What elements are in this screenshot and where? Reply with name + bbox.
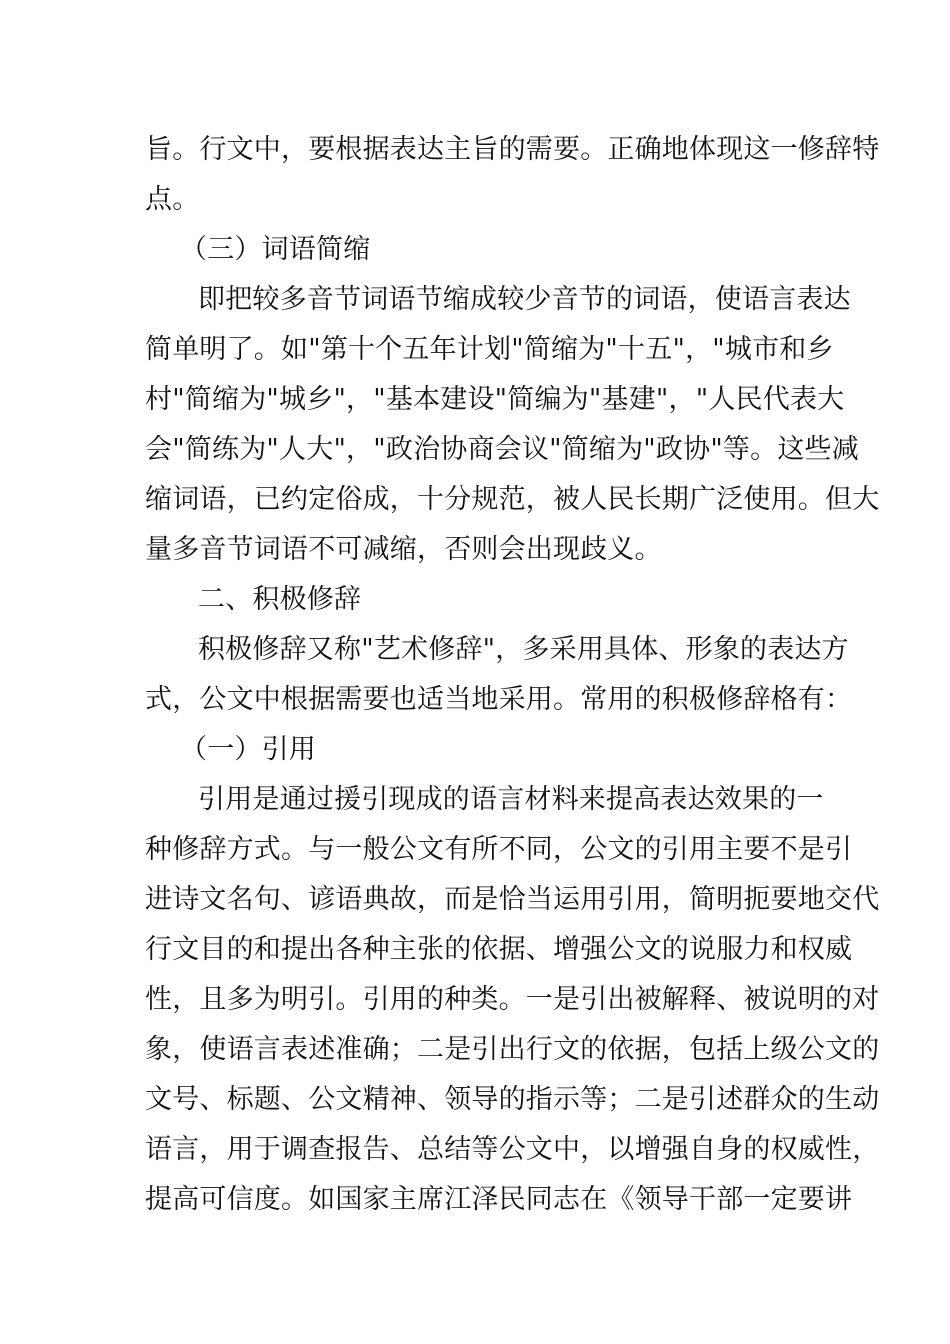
text-line: 种修辞方式。与一般公文有所不同，公文的引用主要不是引 [145, 834, 853, 865]
text-line: 式，公文中根据需要也适当地采用。常用的积极修辞格有： [145, 684, 853, 715]
section-heading: 二、积极修辞 [198, 584, 362, 615]
text-line: 村"简缩为"城乡"，"基本建设"简编为"基建"，"人民代表大 [145, 384, 845, 415]
paragraph-start: 引用是通过援引现成的语言材料来提高表达效果的一 [198, 784, 824, 815]
text-line: 提高可信度。如国家主席江泽民同志在《领导干部一定要讲 [145, 1184, 853, 1215]
text-line: 点。 [145, 184, 200, 215]
text-line: 文号、标题、公文精神、领导的指示等；二是引述群众的生动 [145, 1084, 880, 1115]
paragraph-start: 即把较多音节词语节缩成较少音节的词语，使语言表达 [198, 284, 851, 315]
paragraph-start: 积极修辞又称"艺术修辞"，多采用具体、形象的表达方 [198, 634, 849, 665]
text-line: 缩词语，已约定俗成，十分规范，被人民长期广泛使用。但大 [145, 484, 880, 515]
section-heading: （三）词语简缩 [180, 234, 371, 265]
text-line: 象，使语言表述准确；二是引出行文的依据，包括上级公文的 [145, 1034, 880, 1065]
text-line: 性，且多为明引。引用的种类。一是引出被解释、被说明的对 [145, 984, 880, 1015]
text-line: 会"简练为"人大"，"政治协商会议"简缩为"政协"等。这些减 [145, 434, 859, 465]
section-heading: （一）引用 [180, 734, 316, 765]
text-line: 量多音节词语不可减缩，否则会出现歧义。 [145, 534, 662, 565]
text-line: 进诗文名句、谚语典故，而是恰当运用引用，简明扼要地交代 [145, 884, 880, 915]
text-line: 语言，用于调查报告、总结等公文中，以增强自身的权威性， [145, 1134, 880, 1165]
text-line: 行文目的和提出各种主张的依据、增强公文的说服力和权威 [145, 934, 853, 965]
text-line: 简单明了。如"第十个五年计划"简缩为"十五"，"城市和乡 [145, 334, 834, 365]
text-line: 旨。行文中，要根据表达主旨的需要。正确地体现这一修辞特 [145, 134, 880, 165]
